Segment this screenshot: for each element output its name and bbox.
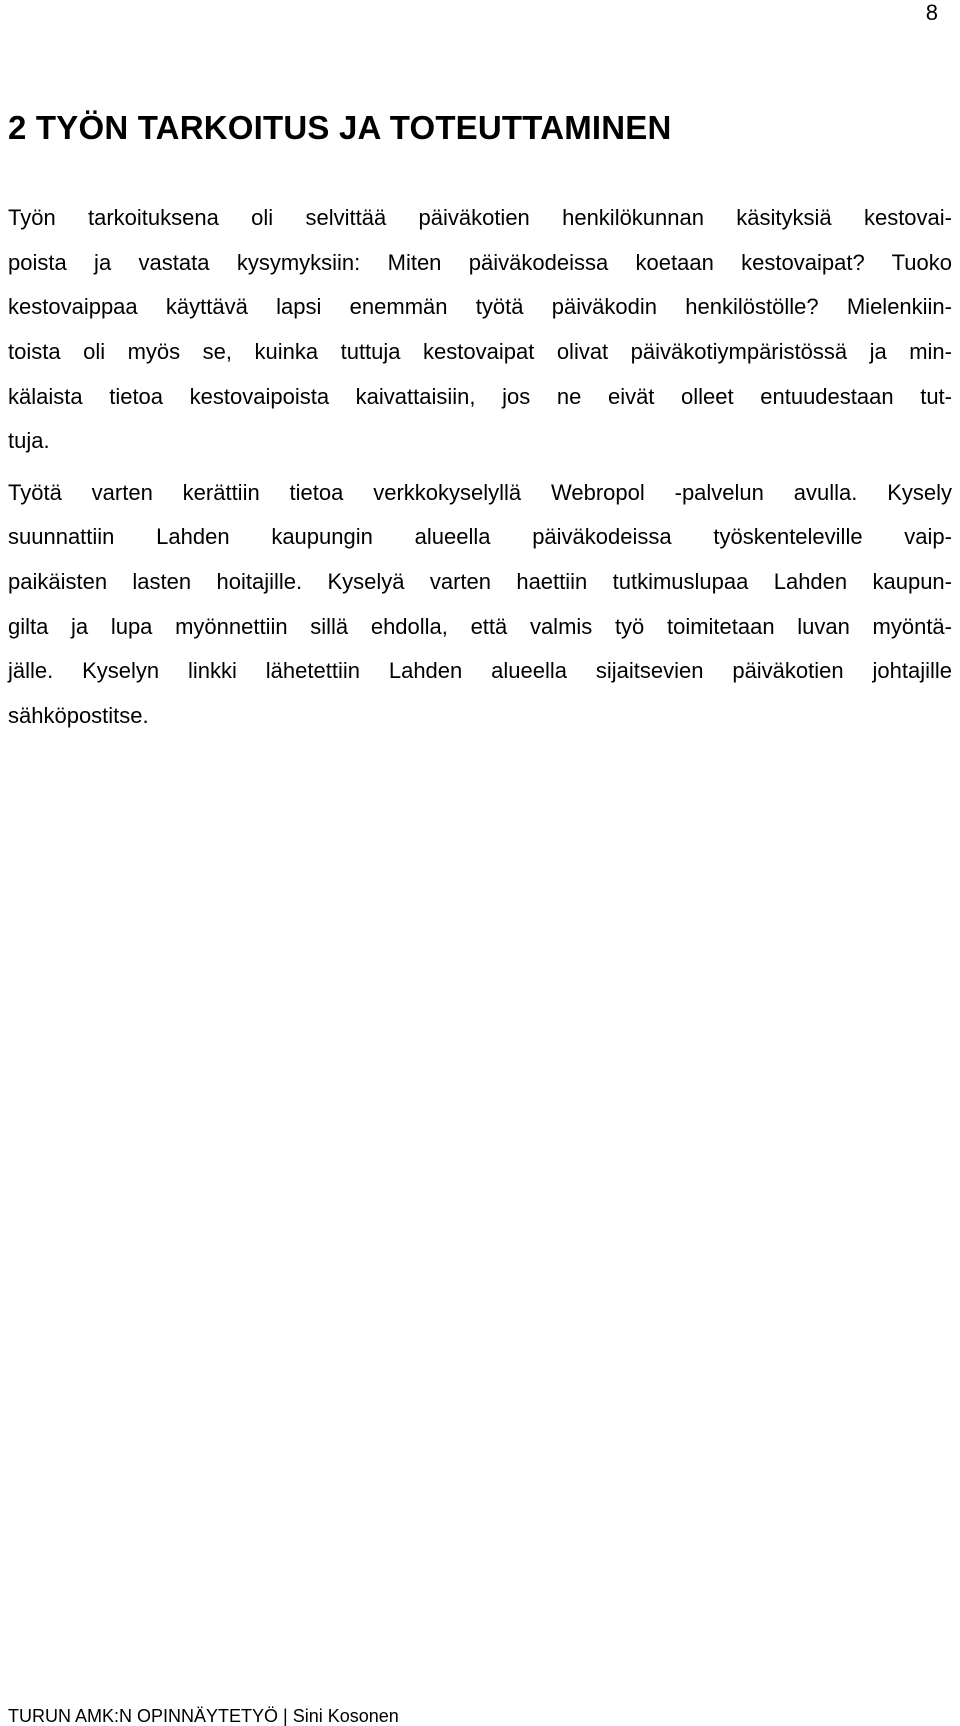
page-number: 8 (925, 0, 938, 25)
text-line: tuja. (8, 428, 50, 453)
text-line: toista oli myös se, kuinka tuttuja kestovaipat olivat päiväkotiympäristössä ja min- (8, 339, 952, 364)
page-footer: TURUN AMK:N OPINNÄYTETYÖ | Sini Kosonen (8, 1706, 399, 1726)
text-line: suunnattiin Lahden kaupungin alueella päiväkodeissa työskenteleville vaip- (8, 524, 952, 549)
text-line: poista ja vastata kysymyksiin: Miten päiväkodeissa koetaan kestovaipat? Tuoko (8, 250, 952, 275)
text-line: Työtä varten kerättiin tietoa verkkokyselyllä Webropol -palvelun avulla. Kysely (8, 480, 952, 505)
text-line: gilta ja lupa myönnettiin sillä ehdolla, että valmis työ toimitetaan luvan myöntä- (8, 614, 952, 639)
text-line: kälaista tietoa kestovaipoista kaivattaisiin, jos ne eivät olleet entuudestaan tut- (8, 384, 952, 409)
text-line: sähköpostitse. (8, 703, 149, 728)
text-line: paikäisten lasten hoitajille. Kyselyä varten haettiin tutkimuslupaa Lahden kaupun- (8, 569, 952, 594)
chapter-title: 2 TYÖN TARKOITUS JA TOTEUTTAMINEN (8, 109, 672, 146)
text-line: jälle. Kyselyn linkki lähetettiin Lahden alueella sijaitsevien päiväkotien johtajille (8, 658, 952, 683)
text-line: Työn tarkoituksena oli selvittää päiväkotien henkilökunnan käsityksiä kestovai- (8, 205, 952, 230)
text-line: kestovaippaa käyttävä lapsi enemmän työtä päiväkodin henkilöstölle? Mielenkiin- (8, 294, 952, 319)
